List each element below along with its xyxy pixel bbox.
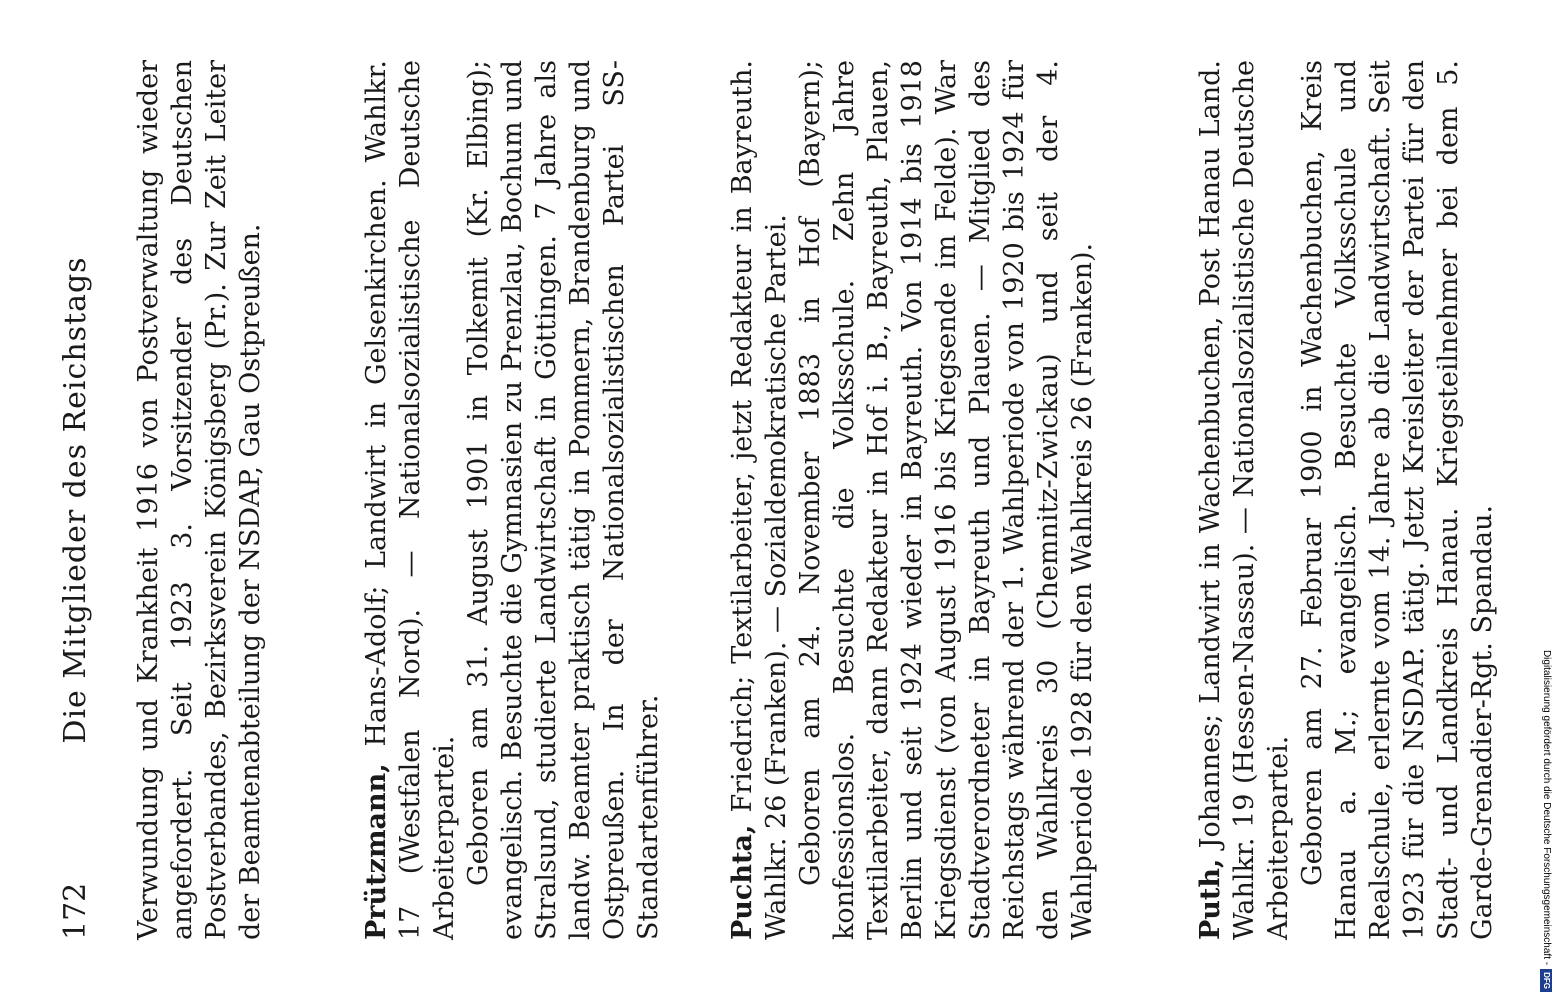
- biography-entry: [1194, 60, 1500, 940]
- entry-body: Geboren am 24. November 1883 in Hof (Bayern); konfessionslos. Besuchte die Volksschule. Zehn Jahre Textilarbeiter, dann Redakteur in Hof i. B., Bayreuth, Plauen, Berlin und seit 1924 wieder in Bayreuth. Von 1914 bis 1918 Kriegsdienst (von August 1916 bis Kriegsende im Felde). War Stadtverordneter in Bayreuth und Plauen. — Mitglied des Reichstags während der 1. Wahlperiode von 1920 bis 1924 für den Wahlkreis 30 (Chemnitz-Zwickau) und seit der 4. Wahlperiode 1928 für den Wahlkreis 26 (Franken).: [795, 60, 1098, 940]
- digitization-notice-inner: [1538, 8, 1554, 992]
- running-title: Die Mitglieder des Reichstags: [58, 256, 93, 744]
- continuation-text: Verwundung und Krankheit 1916 von Postverwaltung wieder angefordert. Seit 1923 3. Vorsitzender des Deutschen Postverbandes, Bezirksverein Königsberg (Pr.). Zur Zeit Leiter der Beamtenabteilung der NSDAP, Gau Ostpreußen.: [133, 60, 266, 940]
- entry-head-text: Friedrich; Textilarbeiter, jetzt Redakteur in Bayreuth. Wahlkr. 26 (Franken). — Sozialdemokratische Partei.: [727, 60, 792, 940]
- entry-body: Geboren am 27. Februar 1900 in Wachenbuchen, Kreis Hanau a. M.; evangelisch. Besuchte Volksschule und Realschule, erlernte vom 14. Jahre ab die Landwirtschaft. Seit 1923 für die NSDAP. tätig. Jetzt Kreisleiter der Partei für den Stadt- und Landkreis Hanau. Kriegsteilnehmer bei dem 5. Garde-Grenadier-Rgt. Spandau.: [1297, 60, 1498, 940]
- entry-heading: [1194, 60, 1296, 940]
- page-number: 172: [58, 882, 93, 940]
- entry-head-text: Hans-Adolf; Landwirt in Gelsenkirchen. Wahlkr. 17 (Westfalen Nord). — Nationalsozialistische Deutsche Arbeiterpartei.: [361, 60, 460, 940]
- entry-heading: [360, 60, 462, 940]
- dfg-logo: DFG: [1540, 969, 1552, 992]
- entry-name: Prützmann,: [361, 763, 392, 940]
- page-header: [58, 60, 98, 940]
- entry-name: Puchta,: [727, 824, 758, 940]
- biography-entry: [360, 60, 666, 940]
- digitization-notice: [1538, 8, 1554, 992]
- continuation-paragraph: [132, 60, 268, 940]
- digitization-notice-text: Digitalisierung gefördert durch die Deutsche Forschungsgemeinschaft -: [1541, 649, 1552, 966]
- entry-body: Geboren am 31. August 1901 in Tolkemit (Kr. Elbing); evangelisch. Besuchte die Gymnasien zu Prenzlau, Bochum und Stralsund, studierte Landwirtschaft in Göttingen. 7 Jahre als landw. Beamter praktisch tätig in Pommern, Brandenburg und Ostpreußen. In der Nationalsozialistischen Partei SS-Standartenführer.: [463, 60, 664, 940]
- biography-entry: [726, 60, 1100, 940]
- entry-heading: [726, 60, 794, 940]
- entry-head-text: Johannes; Landwirt in Wachenbuchen, Post Hanau Land. Wahlkr. 19 (Hessen-Nassau). — Nationalsozialistische Deutsche Arbeiterpartei.: [1195, 60, 1294, 940]
- entry-name: Puth,: [1195, 858, 1226, 940]
